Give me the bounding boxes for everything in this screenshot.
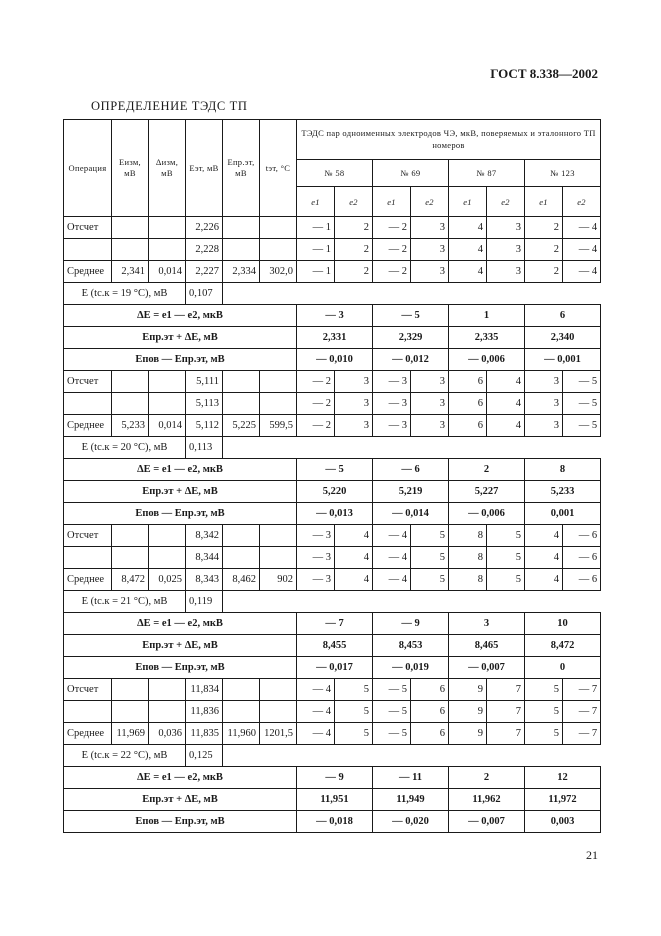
value-cell-ameas [149,547,186,569]
value-cell-emeas [112,525,149,547]
e2-value: 3 [487,261,525,283]
value-cell-ecorr [223,217,260,239]
delta-row [64,613,601,635]
e2-value: 6 [411,701,449,723]
e1-value: 6 [449,415,487,437]
e2-value: 3 [411,217,449,239]
value-cell-tni [260,239,297,261]
page-number: 21 [586,848,598,862]
e2-value: 6 [411,723,449,745]
e1-value: — 3 [373,371,411,393]
value-cell-ecorr [223,547,260,569]
e2-value: 3 [487,239,525,261]
diff-value: — 0,014 [373,503,449,525]
e2-value: 5 [411,569,449,591]
e1-value: — 1 [297,217,335,239]
e1-value: — 4 [297,679,335,701]
delta-row [64,305,601,327]
e2-value: 5 [411,547,449,569]
delta-value: — 5 [297,459,373,481]
operation-cell [64,393,112,415]
e1-value: — 4 [373,525,411,547]
sum-value: 5,220 [297,481,373,503]
e1-value: 4 [525,569,563,591]
e1-value: 8 [449,569,487,591]
thermo-emf-row [64,283,601,305]
value-cell-tni [260,393,297,415]
e2-value: 5 [335,701,373,723]
e1-value: 9 [449,679,487,701]
value-cell-eni: 5,111 [186,371,223,393]
delta-value: — 5 [373,305,449,327]
e2-value: — 5 [563,393,601,415]
operation-cell [64,701,112,723]
e1-value: — 4 [297,723,335,745]
pair-69: № 69 [373,159,449,187]
value-cell-eni: 11,835 [186,723,223,745]
col-group-title: ТЭДС пар одноименных электродов ЧЭ, мкВ, поверяемых и эталонного ТП номеров [297,120,601,160]
e1-value: — 3 [373,415,411,437]
value-cell-emeas [112,679,149,701]
col-e2: e2 [563,187,601,217]
delta-value: — 9 [373,613,449,635]
value-cell-tni: 1201,5 [260,723,297,745]
diff-value: — 0,007 [449,811,525,833]
sum-value: 2,340 [525,327,601,349]
e1-value: — 5 [373,679,411,701]
pair-123: № 123 [525,159,601,187]
e2-value: — 7 [563,723,601,745]
e2-value: 4 [487,393,525,415]
e1-value: — 4 [373,547,411,569]
value-cell-eni: 2,228 [186,239,223,261]
value-cell-ameas [149,371,186,393]
e2-value: 5 [411,525,449,547]
e1-value: 4 [525,547,563,569]
e2-value: 3 [411,415,449,437]
e1-value: — 3 [297,525,335,547]
e1-value: 3 [525,393,563,415]
e1-value: 5 [525,723,563,745]
sum-value: 5,233 [525,481,601,503]
value-cell-eni: 11,836 [186,701,223,723]
e1-value: 6 [449,393,487,415]
diff-value: — 0,019 [373,657,449,679]
sum-row [64,481,601,503]
sum-value: 8,472 [525,635,601,657]
e1-value: — 2 [297,371,335,393]
diff-value: — 0,018 [297,811,373,833]
e2-value: 3 [335,393,373,415]
col-e-ni: Eэт, мВ [186,120,223,217]
delta-value: — 3 [297,305,373,327]
value-cell-tni [260,679,297,701]
col-e-meas: Eизм, мВ [112,120,149,217]
value-cell-ecorr: 5,225 [223,415,260,437]
col-e1: e1 [449,187,487,217]
e1-value: — 3 [297,547,335,569]
delta-value: 1 [449,305,525,327]
value-cell-tni [260,701,297,723]
value-cell-ecorr: 11,960 [223,723,260,745]
diff-label: Eпов — Eпр.эт, мВ [64,657,297,679]
e2-value: 6 [411,679,449,701]
table-row [64,239,601,261]
delta-label: ΔE = e1 — e2, мкВ [64,767,297,789]
value-cell-ecorr [223,239,260,261]
sum-value: 2,329 [373,327,449,349]
e1-value: 3 [525,371,563,393]
value-cell-eni: 8,344 [186,547,223,569]
empty-cell [223,283,601,305]
e1-value: 4 [525,525,563,547]
col-e1: e1 [373,187,411,217]
diff-row [64,503,601,525]
sum-value: 11,949 [373,789,449,811]
e1-value: 9 [449,723,487,745]
e2-value: 3 [487,217,525,239]
sum-value: 8,455 [297,635,373,657]
diff-value: — 0,001 [525,349,601,371]
diff-value: 0,001 [525,503,601,525]
table-row [64,547,601,569]
e2-value: 3 [335,371,373,393]
thermo-emf-label: E (tс.к = 21 °С), мВ [64,591,186,613]
e2-value: 4 [487,371,525,393]
col-e2: e2 [335,187,373,217]
pair-58: № 58 [297,159,373,187]
e2-value: — 7 [563,701,601,723]
e2-value: 5 [487,569,525,591]
value-cell-eni: 11,834 [186,679,223,701]
delta-label: ΔE = e1 — e2, мкВ [64,305,297,327]
e2-value: 3 [411,393,449,415]
value-cell-eni: 8,343 [186,569,223,591]
diff-value: — 0,020 [373,811,449,833]
operation-cell: Отсчет [64,679,112,701]
e2-value: 4 [335,525,373,547]
value-cell-ameas [149,239,186,261]
sum-label: Eпр.эт + ΔE, мВ [64,481,297,503]
delta-label: ΔE = e1 — e2, мкВ [64,459,297,481]
thermo-emf-row [64,591,601,613]
diff-value: — 0,012 [373,349,449,371]
e1-value: — 3 [297,569,335,591]
e2-value: — 4 [563,261,601,283]
delta-value: 2 [449,459,525,481]
thermo-emf-value: 0,113 [186,437,223,459]
delta-row [64,767,601,789]
table-row [64,261,601,283]
value-cell-tni [260,217,297,239]
document-code: ГОСТ 8.338—2002 [490,66,598,81]
tedc-table [63,119,601,833]
table-row [64,393,601,415]
e2-value: 5 [487,525,525,547]
col-e2: e2 [487,187,525,217]
e1-value: — 5 [373,701,411,723]
value-cell-emeas [112,371,149,393]
value-cell-tni: 599,5 [260,415,297,437]
value-cell-emeas [112,217,149,239]
operation-cell: Отсчет [64,525,112,547]
e1-value: 4 [449,239,487,261]
thermo-emf-row [64,745,601,767]
value-cell-ameas [149,525,186,547]
value-cell-ecorr [223,701,260,723]
diff-value: — 0,013 [297,503,373,525]
diff-row [64,349,601,371]
e1-value: 5 [525,679,563,701]
value-cell-tni [260,525,297,547]
e1-value: 2 [525,261,563,283]
thermo-emf-label: E (tс.к = 20 °С), мВ [64,437,186,459]
e2-value: 2 [335,217,373,239]
diff-label: Eпов — Eпр.эт, мВ [64,503,297,525]
e1-value: — 1 [297,261,335,283]
empty-cell [223,591,601,613]
e2-value: — 4 [563,239,601,261]
value-cell-emeas: 2,341 [112,261,149,283]
diff-row [64,811,601,833]
diff-value: — 0,010 [297,349,373,371]
sum-row [64,635,601,657]
header-row-1 [64,120,601,160]
table-body [64,120,601,833]
col-e2: e2 [411,187,449,217]
sum-row [64,789,601,811]
col-operation: Операция [64,120,112,217]
e1-value: — 4 [373,569,411,591]
e2-value: — 6 [563,569,601,591]
value-cell-tni [260,547,297,569]
diff-label: Eпов — Eпр.эт, мВ [64,349,297,371]
e1-value: 4 [449,261,487,283]
e1-value: 8 [449,525,487,547]
thermo-emf-value: 0,125 [186,745,223,767]
value-cell-eni: 2,226 [186,217,223,239]
e1-value: — 5 [373,723,411,745]
sum-label: Eпр.эт + ΔE, мВ [64,635,297,657]
value-cell-emeas: 8,472 [112,569,149,591]
thermo-emf-value: 0,107 [186,283,223,305]
delta-value: 8 [525,459,601,481]
sum-value: 2,331 [297,327,373,349]
delta-value: 10 [525,613,601,635]
value-cell-eni: 8,342 [186,525,223,547]
e1-value: 2 [525,217,563,239]
diff-value: — 0,006 [449,503,525,525]
value-cell-emeas [112,239,149,261]
value-cell-ecorr: 8,462 [223,569,260,591]
value-cell-ecorr [223,393,260,415]
e1-value: 9 [449,701,487,723]
e2-value: 4 [335,547,373,569]
delta-value: — 7 [297,613,373,635]
col-a-meas: Δизм, мВ [149,120,186,217]
e1-value: — 3 [373,393,411,415]
value-cell-ameas [149,217,186,239]
thermo-emf-label: E (tс.к = 22 °С), мВ [64,745,186,767]
operation-cell: Отсчет [64,371,112,393]
delta-value: 6 [525,305,601,327]
operation-cell: Среднее [64,261,112,283]
value-cell-ameas [149,701,186,723]
col-e-corr: Eпр.эт, мВ [223,120,260,217]
diff-value: 0,003 [525,811,601,833]
e2-value: — 7 [563,679,601,701]
e2-value: 2 [335,239,373,261]
table-row [64,569,601,591]
e1-value: — 2 [373,261,411,283]
e1-value: — 4 [297,701,335,723]
e2-value: 7 [487,723,525,745]
e2-value: 2 [335,261,373,283]
operation-cell: Среднее [64,723,112,745]
delta-value: 2 [449,767,525,789]
value-cell-ecorr [223,371,260,393]
col-e1: e1 [525,187,563,217]
diff-row [64,657,601,679]
diff-value: 0 [525,657,601,679]
e1-value: — 1 [297,239,335,261]
sum-row [64,327,601,349]
value-cell-tni: 302,0 [260,261,297,283]
e2-value: 5 [335,679,373,701]
e2-value: 7 [487,679,525,701]
e2-value: — 4 [563,217,601,239]
diff-label: Eпов — Eпр.эт, мВ [64,811,297,833]
e1-value: 5 [525,701,563,723]
e2-value: — 6 [563,525,601,547]
sum-value: 11,972 [525,789,601,811]
e2-value: 4 [335,569,373,591]
value-cell-eni: 5,112 [186,415,223,437]
table-row [64,371,601,393]
table-row [64,525,601,547]
value-cell-emeas: 5,233 [112,415,149,437]
operation-cell: Среднее [64,415,112,437]
sum-label: Eпр.эт + ΔE, мВ [64,327,297,349]
e2-value: — 5 [563,415,601,437]
table-row [64,217,601,239]
sum-value: 8,453 [373,635,449,657]
table-row [64,701,601,723]
table-row [64,679,601,701]
operation-cell [64,547,112,569]
delta-row [64,459,601,481]
value-cell-ameas: 0,025 [149,569,186,591]
col-e1: e1 [297,187,335,217]
value-cell-eni: 2,227 [186,261,223,283]
e1-value: 2 [525,239,563,261]
e2-value: 5 [335,723,373,745]
diff-value: — 0,006 [449,349,525,371]
e1-value: 8 [449,547,487,569]
diff-value: — 0,017 [297,657,373,679]
table-row [64,415,601,437]
e2-value: 3 [335,415,373,437]
sum-value: 8,465 [449,635,525,657]
operation-cell: Отсчет [64,217,112,239]
e2-value: 4 [487,415,525,437]
e2-value: 3 [411,239,449,261]
sum-value: 11,951 [297,789,373,811]
value-cell-ameas [149,679,186,701]
sum-label: Eпр.эт + ΔE, мВ [64,789,297,811]
delta-label: ΔE = e1 — e2, мкВ [64,613,297,635]
e2-value: 3 [411,371,449,393]
value-cell-tni: 902 [260,569,297,591]
value-cell-ecorr [223,679,260,701]
value-cell-ameas [149,393,186,415]
value-cell-emeas [112,547,149,569]
delta-value: 12 [525,767,601,789]
operation-cell: Среднее [64,569,112,591]
e1-value: 4 [449,217,487,239]
thermo-emf-row [64,437,601,459]
delta-value: — 9 [297,767,373,789]
delta-value: — 6 [373,459,449,481]
sum-value: 5,219 [373,481,449,503]
value-cell-ameas: 0,014 [149,261,186,283]
empty-cell [223,437,601,459]
diff-value: — 0,007 [449,657,525,679]
delta-value: — 11 [373,767,449,789]
e2-value: 5 [487,547,525,569]
value-cell-ecorr: 2,334 [223,261,260,283]
delta-value: 3 [449,613,525,635]
value-cell-emeas [112,393,149,415]
section-title: ОПРЕДЕЛЕНИЕ ТЭДС ТП [91,99,248,113]
value-cell-emeas [112,701,149,723]
value-cell-ameas: 0,036 [149,723,186,745]
sum-value: 11,962 [449,789,525,811]
value-cell-ecorr [223,525,260,547]
pair-87: № 87 [449,159,525,187]
thermo-emf-label: E (tс.к = 19 °С), мВ [64,283,186,305]
empty-cell [223,745,601,767]
e1-value: — 2 [297,393,335,415]
e2-value: 3 [411,261,449,283]
e1-value: — 2 [297,415,335,437]
thermo-emf-value: 0,119 [186,591,223,613]
e2-value: — 6 [563,547,601,569]
value-cell-eni: 5,113 [186,393,223,415]
e1-value: — 2 [373,217,411,239]
value-cell-ameas: 0,014 [149,415,186,437]
e2-value: — 5 [563,371,601,393]
col-t-ni: tэт, °С [260,120,297,217]
value-cell-tni [260,371,297,393]
sum-value: 5,227 [449,481,525,503]
value-cell-emeas: 11,969 [112,723,149,745]
sum-value: 2,335 [449,327,525,349]
e1-value: 6 [449,371,487,393]
e1-value: 3 [525,415,563,437]
e1-value: — 2 [373,239,411,261]
e2-value: 7 [487,701,525,723]
operation-cell [64,239,112,261]
table-row [64,723,601,745]
